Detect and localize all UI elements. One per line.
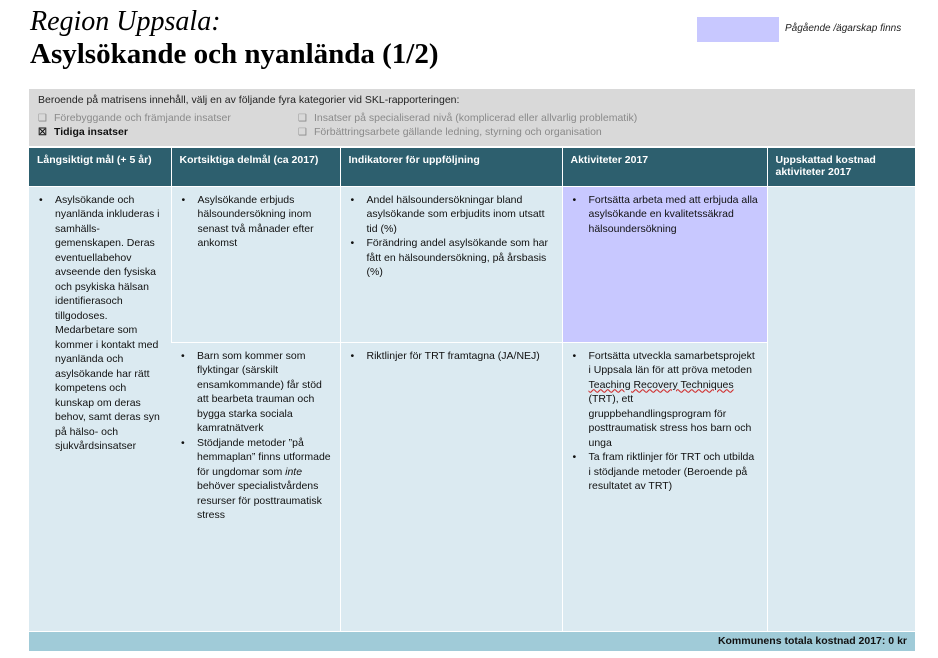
- shortterm-goal-item: • Asylsökande erbjuds hälsoundersökning inom senast två månader efter ankomst: [180, 193, 332, 251]
- header-estimated-cost: Uppskattad kostnad aktiviteter 2017: [767, 148, 915, 186]
- category-option-improvement[interactable]: [298, 126, 602, 138]
- total-cost-label: Kommunens totala kostnad 2017: 0 kr: [717, 635, 907, 647]
- activity-item: • Ta fram riktlinjer för TRT och utbilda i stödjande metoder (Beroende på resultatet av TRT): [571, 450, 759, 494]
- region-title: Region Uppsala:: [30, 6, 221, 37]
- shortterm-goal-cell: [171, 342, 340, 631]
- category-option-label: Insatser på specialiserad nivå (komplicerad eller allvarlig problematik): [314, 112, 638, 124]
- page-title: Asylsökande och nyanlända (1/2): [30, 38, 439, 70]
- total-cost-bar: [29, 632, 915, 651]
- checkbox-unchecked-icon: ❑: [298, 127, 307, 138]
- category-option-prevention[interactable]: [38, 112, 231, 124]
- table-header-row: [29, 148, 915, 186]
- header-longterm-goal: Långsiktigt mål (+ 5 år): [29, 148, 171, 186]
- indicator-cell: [340, 186, 562, 342]
- category-selector: [29, 89, 915, 146]
- category-option-specialized[interactable]: [298, 112, 637, 124]
- activity-cell: [562, 342, 767, 631]
- table-row: [29, 186, 915, 342]
- category-option-label: Förbättringsarbete gällande ledning, styrning och organisation: [314, 126, 602, 138]
- matrix-table: [29, 148, 915, 631]
- shortterm-goal-item: • Barn som kommer som flyktingar (särskilt ensamkommande) får stöd att bearbeta trauman och bygga starka sociala kamratnätverk: [179, 349, 332, 436]
- shortterm-goal-cell: [171, 186, 340, 342]
- checkbox-checked-icon: ☒: [38, 127, 47, 138]
- category-option-label: Tidiga insatser: [54, 126, 128, 138]
- category-option-label: Förebyggande och främjande insatser: [54, 112, 231, 124]
- header-activities: Aktiviteter 2017: [562, 148, 767, 186]
- category-option-early[interactable]: [38, 126, 128, 138]
- indicator-item: • Förändring andel asylsökande som har fått en hälsoundersökning, på årsbasis (%): [349, 236, 554, 280]
- longterm-goal-cell: [29, 186, 171, 631]
- cost-cell: [767, 186, 915, 631]
- legend-swatch: [697, 17, 779, 42]
- longterm-goal-text: • Asylsökande och nyanlända inkluderas i samhälls-gemenskapen. Deras eventuellabehov avseende den fysiska och psykiska hälsan identifierasoch tillgodoses. Medarbetare som kommer i kontakt med nyanlända och asylsökande har rätt kompetens och kunskap om deras behov, samt deras syn på hälso- och sjukvårdsinsatser: [37, 193, 163, 454]
- indicator-cell: [340, 342, 562, 631]
- shortterm-goal-item: • Stödjande metoder ”på hemmaplan” finns utformade för ungdomar som inte behöver specialistvårdens resurser för posttraumatisk stress: [179, 436, 332, 523]
- indicator-item: • Andel hälsoundersökningar bland asylsökande som erbjudits inom utsatt tid (%): [349, 193, 554, 237]
- checkbox-unchecked-icon: ❑: [38, 113, 47, 124]
- emphasis-text: inte: [285, 465, 303, 478]
- activity-cell-ongoing: [562, 186, 767, 342]
- category-intro: Beroende på matrisens innehåll, välj en av följande fyra kategorier vid SKL-rapporteringen:: [38, 94, 460, 106]
- checkbox-unchecked-icon: ❑: [298, 113, 307, 124]
- activity-item: • Fortsätta utveckla samarbetsprojekt i Uppsala län för att pröva metoden Teaching Recovery Techniques (TRT), ett gruppbehandlingsprogram för posttraumatisk stress hos barn och unga: [571, 349, 759, 451]
- activity-item: • Fortsätta arbeta med att erbjuda alla asylsökande en kvalitetssäkrad hälsoundersökning: [571, 193, 759, 237]
- legend-label: Pågående /ägarskap finns: [785, 23, 902, 34]
- spellcheck-underlined-text: Teaching Recovery Techniques: [588, 378, 734, 391]
- header-indicators: Indikatorer för uppföljning: [340, 148, 562, 186]
- header-shortterm-goals: Kortsiktiga delmål (ca 2017): [171, 148, 340, 186]
- indicator-item: • Riktlinjer för TRT framtagna (JA/NEJ): [349, 349, 554, 364]
